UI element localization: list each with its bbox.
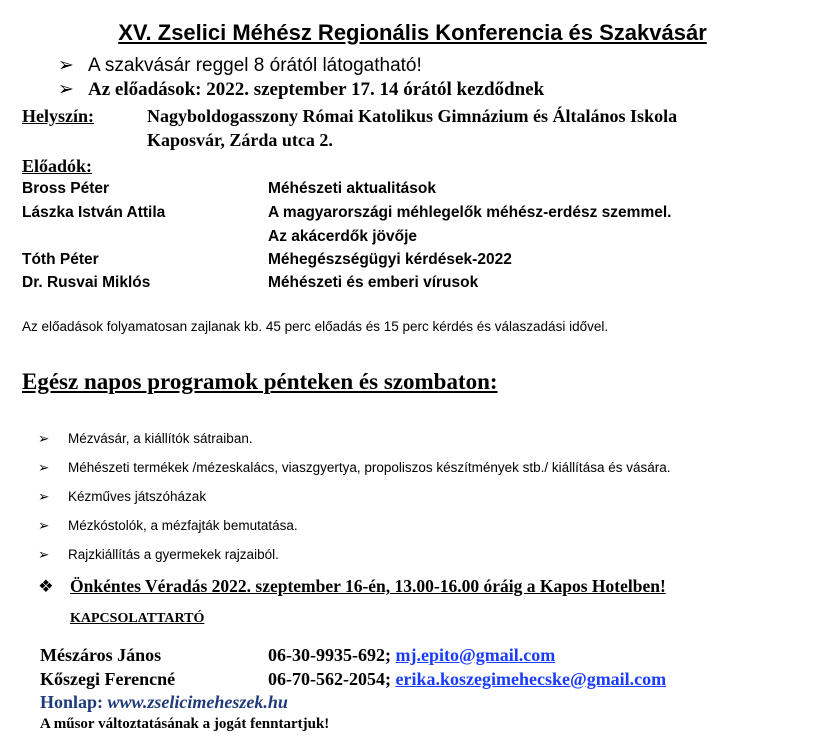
- contact-phone: 06-70-562-2054;: [268, 669, 391, 689]
- arrow-icon: ➢: [38, 460, 50, 475]
- top-bullet-1: [58, 54, 422, 77]
- contact-email-link[interactable]: erika.koszegimehecske@gmail.com: [395, 669, 667, 689]
- program-item: [38, 518, 298, 534]
- top-bullet-text: A szakvásár reggel 8 órától látogatható!: [88, 55, 422, 76]
- blood-drive-text: Önkéntes Véradás 2022. szeptember 16-én, 13.00-16.00 óráig a Kapos Hotelben!: [70, 576, 666, 596]
- disclaimer: A műsor változtatásának a jogát fenntartjuk!: [40, 716, 330, 732]
- speaker-name: Bross Péter: [22, 180, 110, 197]
- top-bullet-2: [58, 78, 544, 101]
- contact-name: Mészáros János: [40, 645, 162, 665]
- arrow-icon: ➢: [38, 518, 50, 533]
- program-item-text: Rajzkiállítás a gyermekek rajzaiból.: [68, 547, 279, 562]
- speaker-name: Tóth Péter: [22, 251, 99, 268]
- speaker-topic: Méhészeti aktualitások: [268, 180, 436, 197]
- programs-heading: Egész napos programok pénteken és szombaton:: [22, 369, 498, 394]
- top-bullet-text: Az előadások: 2022. szeptember 17. 14 órától kezdődnek: [88, 79, 545, 100]
- venue-line-1: Nagyboldogasszony Római Katolikus Gimnázium és Általános Iskola: [147, 106, 678, 126]
- arrow-icon: ➢: [38, 431, 50, 446]
- contact-phone: 06-30-9935-692;: [268, 645, 391, 665]
- program-item: [38, 431, 253, 447]
- arrow-icon: ➢: [58, 79, 74, 100]
- blood-drive-line: [38, 576, 666, 597]
- arrow-icon: ➢: [38, 547, 50, 562]
- speaker-topic: Méhészeti és emberi vírusok: [268, 274, 479, 291]
- speaker-topic-continued: Az akácerdők jövője: [268, 228, 418, 245]
- contact-heading: KAPCSOLATTARTÓ: [70, 611, 205, 626]
- speaker-topic: A magyarországi méhlegelők méhész-erdész szemmel.: [268, 204, 672, 221]
- program-item: [38, 460, 670, 476]
- website-label: Honlap:: [40, 692, 104, 712]
- schedule-note: Az előadások folyamatosan zajlanak kb. 45 perc előadás és 15 perc kérdés és válaszadási idővel.: [22, 319, 609, 334]
- diamond-icon: ❖: [38, 576, 54, 596]
- program-item-text: Kézműves játszóházak: [68, 489, 207, 504]
- website-line: [40, 692, 288, 713]
- arrow-icon: ➢: [58, 55, 74, 76]
- contact-details: [268, 669, 666, 690]
- contact-name: Kőszegi Ferencné: [40, 669, 176, 689]
- speaker-name: Lászka István Attila: [22, 204, 166, 221]
- arrow-icon: ➢: [38, 489, 50, 504]
- program-item-text: Mézvásár, a kiállítók sátraiban.: [68, 431, 253, 446]
- speakers-heading: Előadók:: [22, 156, 93, 176]
- speaker-name: Dr. Rusvai Miklós: [22, 274, 151, 291]
- speaker-topic: Méhegészségügyi kérdések-2022: [268, 251, 512, 268]
- page-title: XV. Zselici Méhész Regionális Konferencia és Szakvásár: [118, 20, 707, 45]
- program-item-text: Mézkóstolók, a mézfajták bemutatása.: [68, 518, 298, 533]
- website-link[interactable]: www.zselicimeheszek.hu: [107, 692, 288, 712]
- contact-email-link[interactable]: mj.epito@gmail.com: [395, 645, 556, 665]
- venue-label: Helyszín:: [22, 106, 94, 126]
- program-item-text: Méhészeti termékek /mézeskalács, viaszgyertya, propoliszos készítmények stb./ kiállítása és vására.: [68, 460, 671, 475]
- program-item: [38, 547, 279, 563]
- program-item: [38, 489, 206, 505]
- venue-line-2: Kaposvár, Zárda utca 2.: [147, 130, 333, 150]
- contact-details: [268, 645, 555, 666]
